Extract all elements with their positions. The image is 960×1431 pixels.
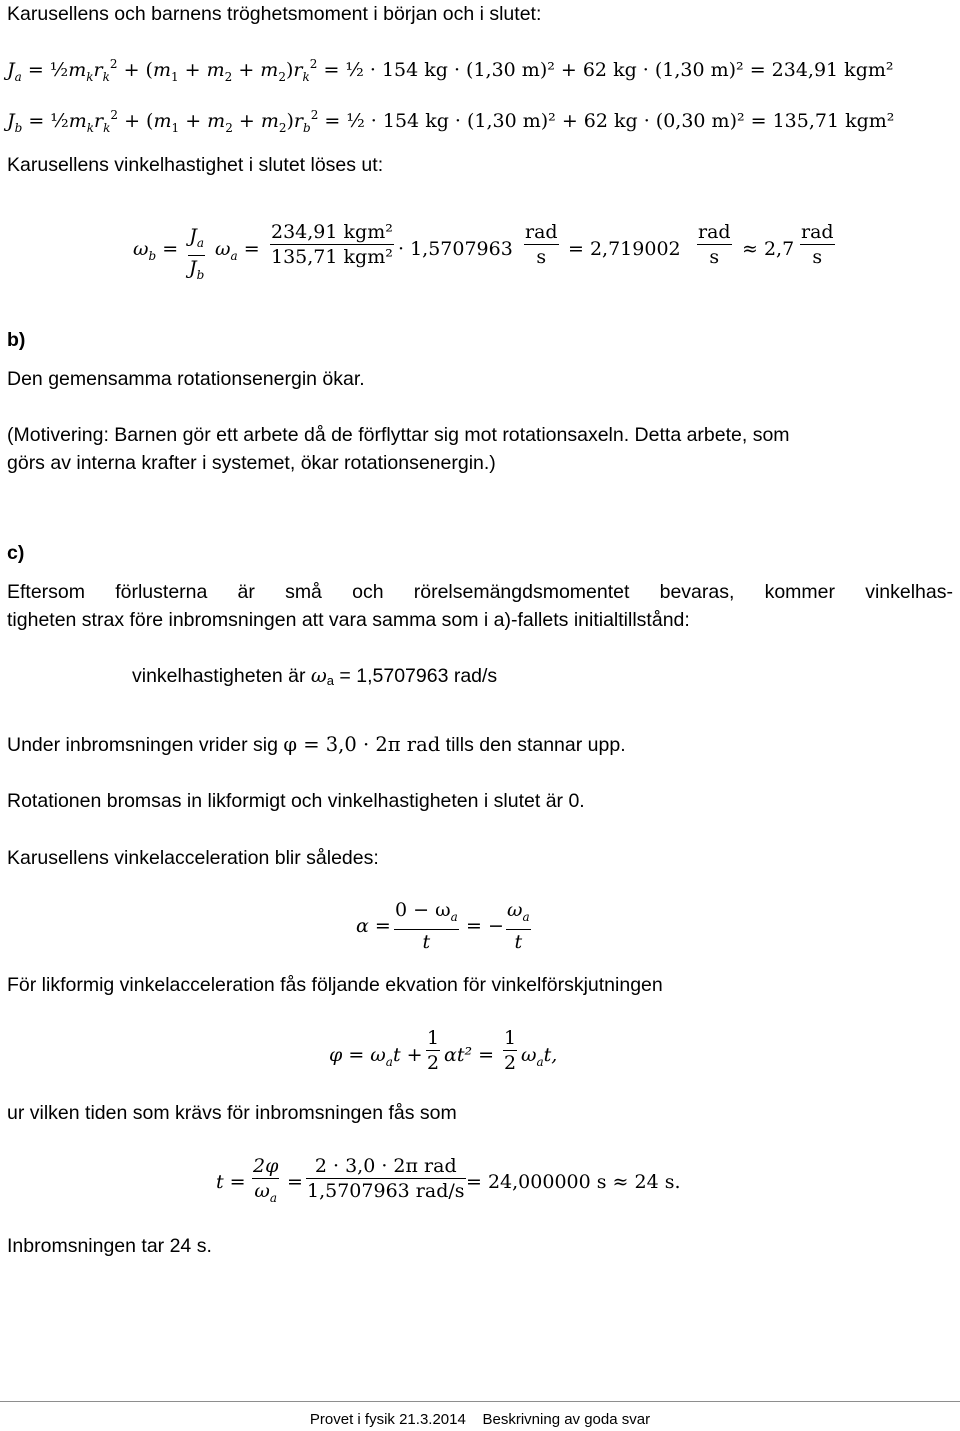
equation-ja: $J_a$ = $\frac{1}{2}m_kr_k^2 + (m_1 + m_2 + m_2)r_k^2$ = ½ · 154 kg · (1,30 m)² + 62 kg · (1,30 m)² = 234,91 kgm² xyxy=(7,57,894,84)
fraction-moments: 234,91 kgm² 135,71 kgm² xyxy=(271,221,393,268)
part-b-motivation-line1: (Motivering: Barnen gör ett arbete då de förflyttar sig mot rotationsaxeln. Detta arbete, som xyxy=(7,424,790,446)
unit-rad-s-2: rad s xyxy=(698,221,731,268)
accel-intro: Karusellens vinkelacceleration blir således: xyxy=(7,847,379,869)
omega-a-value-line: vinkelhastigheten är ωa = 1,5707963 rad/s xyxy=(132,664,498,688)
unit-rad-s-3: rad s xyxy=(801,221,834,268)
part-c-label: c) xyxy=(7,542,25,564)
part-b-motivation-line2: görs av interna krafter i systemet, ökar rotationsenergin.) xyxy=(7,452,496,474)
kinematic-intro: För likformig vinkelacceleration fås följande ekvation för vinkelförskjutningen xyxy=(7,974,663,996)
conclusion: Inbromsningen tar 24 s. xyxy=(7,1235,212,1257)
uniform-text: Rotationen bromsas in likformigt och vinkelhastigheten i slutet är 0. xyxy=(7,790,585,812)
part-c-para-line1: Eftersom förlusterna är små och rörelsemängdsmomentet bevaras, kommer vinkelhas- xyxy=(7,581,953,603)
page-footer xyxy=(0,1410,960,1430)
intro-text: Karusellens och barnens tröghetsmoment i början och i slutet: xyxy=(7,3,542,25)
footer-exam-name: Provet i fysik 21.3.2014 xyxy=(309,1411,466,1428)
time-intro: ur vilken tiden som krävs för inbromsningen fås som xyxy=(7,1102,457,1124)
part-b-answer: Den gemensamma rotationsenergin ökar. xyxy=(7,368,365,390)
fraction-ja-jb: $\frac{J_a}{J_b}$ xyxy=(188,224,205,287)
omega-intro: Karusellens vinkelhastighet i slutet löses ut: xyxy=(7,154,384,176)
footer-description: Beskrivning av goda svar xyxy=(482,1411,651,1428)
unit-rad-s-1: rad s xyxy=(525,221,558,268)
rotation-line: Under inbromsningen vrider sig φ = 3,0 · 2π rad tills den stannar upp. xyxy=(7,733,626,756)
part-b-label: b) xyxy=(7,329,26,351)
equation-jb: $J_b$ = $\frac{1}{2}m_kr_k^2 + (m_1 + m_2 + m_2)r_b^2$ = ½ · 154 kg · (1,30 m)² + 62 kg · (0,30 m)² = 135,71 kgm² xyxy=(7,108,895,135)
part-c-para-line2: tigheten strax före inbromsningen att vara samma som i a)-fallets initialtillstånd: xyxy=(7,609,690,631)
footer-divider xyxy=(0,1401,960,1402)
